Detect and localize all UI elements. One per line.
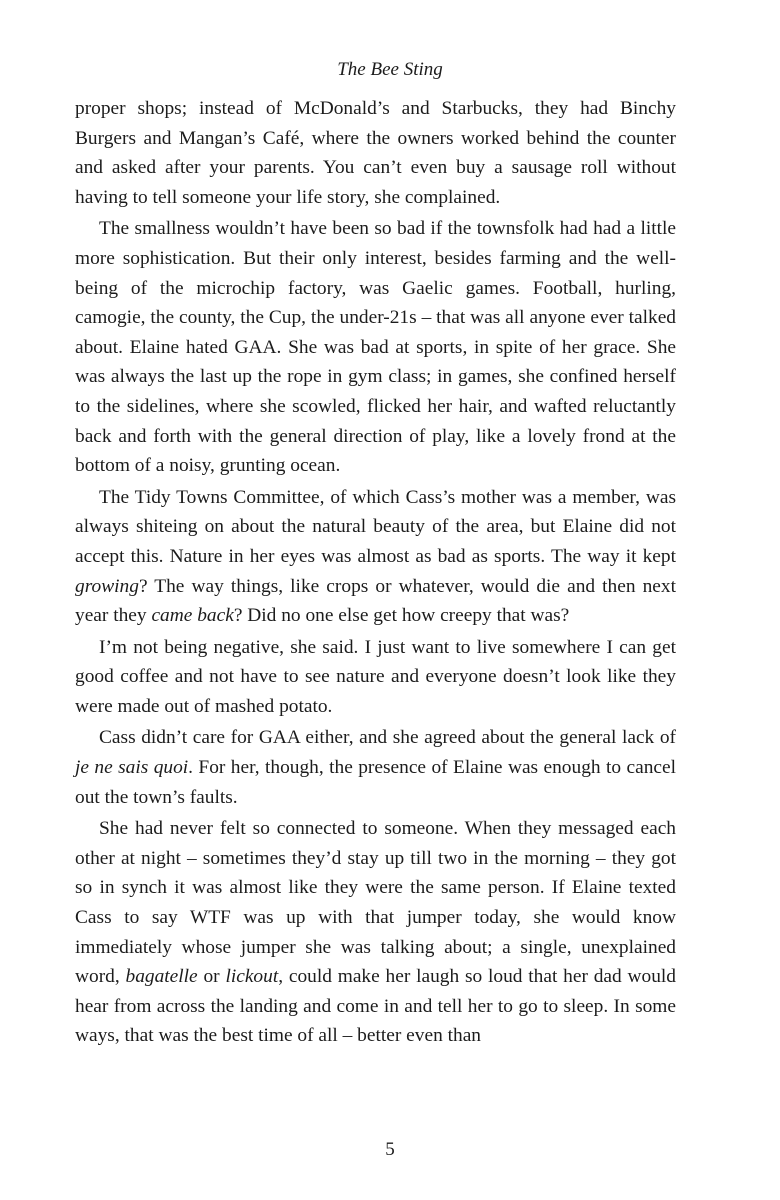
body-text (75, 94, 676, 1051)
italic-text: bagatelle (125, 966, 198, 988)
text-run: proper shops; instead of McDonald’s and Starbucks, they had Binchy Burgers and Mangan’s Café, where the owners worked behind the counter and asked after your parents. You can’t even buy a sausage roll without having to tell someone your life story, she complained. (75, 98, 676, 208)
text-run: The smallness wouldn’t have been so bad if the townsfolk had had a little more sophistication. But their only interest, besides farming and the well-being of the microchip factory, was Gaelic games. Football, hurling, camogie, the county, the Cup, the under-21s – that was all anyone ever talked about. Elaine hated GAA. She was bad at sports, in spite of her grace. She was always the last up the rope in gym class; in games, she confined herself to the sidelines, where she scowled, flicked her hair, and wafted reluctantly back and forth with the general direction of play, like a lovely frond at the bottom of a noisy, grunting ocean. (75, 218, 676, 477)
italic-text: lickout (225, 966, 279, 988)
paragraph (75, 483, 676, 631)
text-run: ? Did no one else get how creepy that was? (233, 605, 570, 627)
running-head: The Bee Sting (337, 59, 443, 80)
text-run: . For her, though, the presence of Elaine was enough to cancel out the town’s faults. (75, 757, 676, 808)
text-run: The Tidy Towns Committee, of which Cass’s mother was a member, was always shiteing on about the natural beauty of the area, but Elaine did not accept this. Nature in her eyes was almost as bad as sports. The way it kept (75, 486, 676, 567)
paragraph (75, 214, 676, 480)
italic-text: je ne sais quoi (75, 757, 189, 779)
text-run: , could make her laugh so loud that her dad would hear from across the landing and come in and tell her to go to sleep. In some ways, that was the best time of all – better even than (75, 966, 676, 1047)
text-run: I’m not being negative, she said. I just want to live somewhere I can get good coffee and not have to see nature and everyone doesn’t look like they were made out of mashed potato. (75, 636, 676, 717)
paragraph (75, 723, 676, 812)
italic-text: growing (75, 575, 139, 597)
text-run: Cass didn’t care for GAA either, and she agreed about the general lack of (99, 727, 676, 749)
text-run: She had never felt so connected to someone. When they messaged each other at night – sometimes they’d stay up till two in the morning – they got so in synch it was almost like they were the same person. If Elaine texted Cass to say WTF was up with that jumper today, she would know immediately whose jumper she was talking about; a single, unexplained word, (75, 818, 676, 988)
paragraph (75, 633, 676, 722)
text-run: ? The way things, like crops or whatever, would die and then next year they (75, 575, 676, 627)
page-number: 5 (385, 1139, 395, 1160)
italic-text: came back (151, 605, 234, 627)
text-run: or (197, 966, 226, 988)
paragraph (75, 814, 676, 1051)
paragraph (75, 94, 676, 212)
